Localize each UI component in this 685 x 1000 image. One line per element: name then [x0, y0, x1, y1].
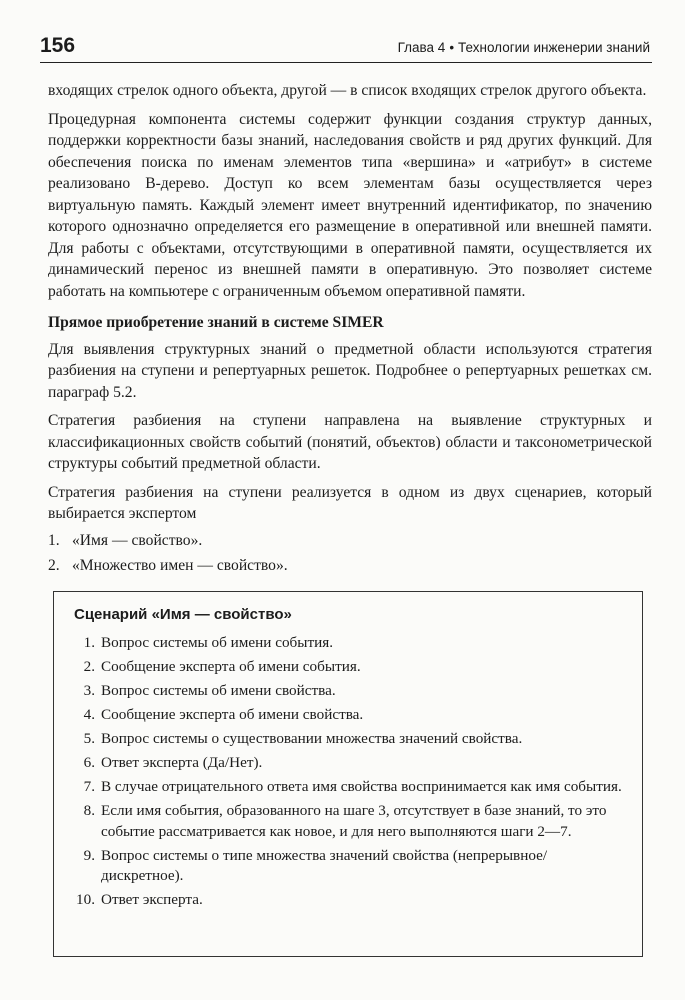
step-text: В случае отрицательного ответа имя свойства воспринимается как имя события.: [101, 778, 622, 795]
bullet-separator: •: [449, 40, 455, 55]
paragraph-procedural-component: Процедурная компонента системы содержит функции создания структур данных, поддержки корректности базы знаний, наследования свойств и ряд других функций. Для обеспечения поиска по именам элементов типа «вершина» и «атрибут» в системе реализовано B-дерево. Доступ ко всем элементам базы осуществляется через виртуальную память. Каждый элемент имеет внутренний идентификатор, по значению которого однозначно определяется его размещение в оперативной или внешней памяти. Для работы с объектами, отсутствующими в оперативной памяти, осуществляется их динамический перенос из внешней памяти в оперативную. Это позволяет системе работать на компьютере с ограниченным объемом оперативной памяти.: [48, 110, 652, 300]
page-header: [40, 32, 652, 63]
paragraph-structural-knowledge: Для выявления структурных знаний о предметной области используются стратегия разбиения на ступени и репертуарных решеток. Подробнее о репертуарных решетках см. параграф 5.2.: [48, 340, 652, 401]
list-item: [48, 530, 652, 552]
paragraph-continuation: входящих стрелок одного объекта, другой — в список входящих стрелок другого объекта.: [48, 82, 647, 99]
step-text: Ответ эксперта (Да/Нет).: [101, 754, 263, 771]
step-item: [72, 753, 624, 774]
step-number: 4.: [83, 706, 95, 723]
scenario-box: [53, 591, 643, 957]
step-number: 2.: [83, 658, 95, 675]
chapter-title: Технологии инженерии знаний: [458, 40, 650, 55]
step-number: 7.: [83, 778, 95, 795]
page-number: 156: [40, 34, 76, 57]
running-head: [398, 40, 650, 55]
list-item: [48, 555, 652, 577]
list-item-text: «Имя — свойство».: [72, 531, 203, 549]
scenario-steps: [72, 633, 624, 911]
step-item: [72, 777, 624, 798]
step-number: 5.: [83, 730, 95, 747]
step-text: Вопрос системы о типе множества значений свойства (непрерывное/дискретное).: [101, 846, 548, 884]
step-text: Сообщение эксперта об имени события.: [101, 658, 361, 675]
section-heading: Прямое приобретение знаний в системе SIMER: [48, 314, 384, 331]
list-item-text: «Множество имен — свойство».: [72, 557, 288, 574]
paragraph-scenarios-intro: Стратегия разбиения на ступени реализуется в одном из двух сценариев, который выбирается экспертом: [48, 483, 652, 522]
step-text: Если имя события, образованного на шаге 3, отсутствует в базе знаний, то это событие рассматривается как новое, и для него выполняются шаги 2—7.: [101, 802, 607, 840]
step-text: Вопрос системы об имени свойства.: [101, 682, 336, 699]
step-item: [72, 681, 624, 702]
step-text: Вопрос системы об имени события.: [101, 634, 334, 651]
step-number: 10.: [76, 891, 95, 908]
list-item-number: 1.: [48, 531, 60, 549]
chapter-label: Глава 4: [397, 40, 446, 55]
step-item: [72, 890, 624, 911]
list-item-number: 2.: [48, 557, 60, 574]
step-item: [72, 846, 624, 887]
body-text: [48, 80, 652, 581]
step-item: [72, 657, 624, 678]
step-text: Сообщение эксперта об имени свойства.: [101, 706, 364, 723]
step-item: [72, 705, 624, 726]
paragraph-stepwise-strategy: Стратегия разбиения на ступени направлена на выявление структурных и классификационных свойств событий (понятий, объектов) области и таксонометрической структуры событий предметной области.: [48, 412, 652, 472]
step-number: 6.: [83, 754, 95, 771]
step-text: Вопрос системы о существовании множества значений свойства.: [101, 730, 523, 747]
scenario-box-title: Сценарий «Имя — свойство»: [74, 606, 292, 623]
scenario-list: [48, 530, 652, 577]
step-item: [72, 633, 624, 654]
step-number: 1.: [83, 634, 95, 651]
step-item: [72, 729, 624, 750]
step-text: Ответ эксперта.: [101, 891, 203, 908]
step-item: [72, 801, 624, 842]
step-number: 8.: [83, 802, 95, 819]
step-number: 9.: [83, 846, 95, 864]
step-number: 3.: [83, 682, 95, 699]
